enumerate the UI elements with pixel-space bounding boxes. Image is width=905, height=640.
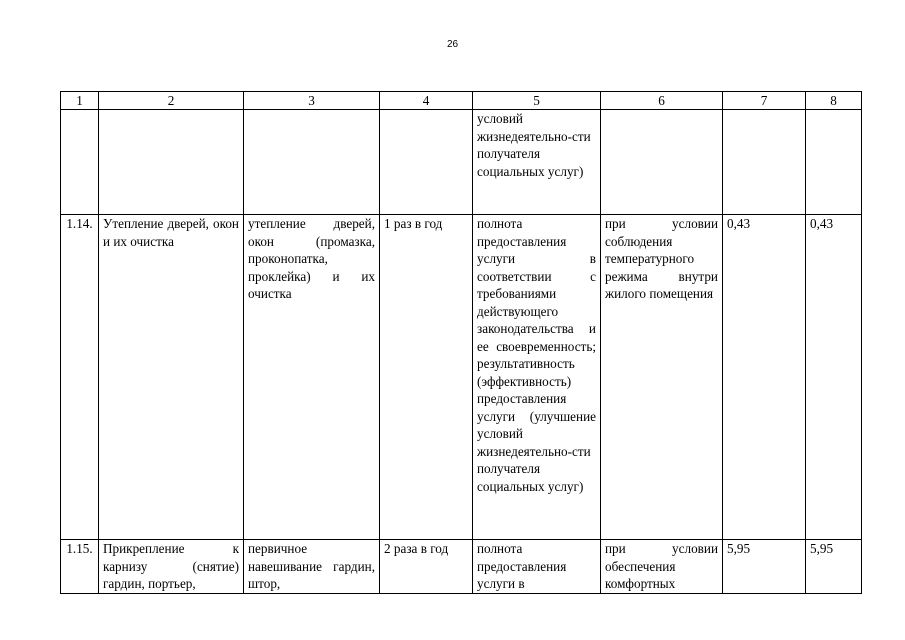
table-row: [61, 215, 862, 540]
conditions-cell: при условии соблюдения температурного режима внутри жилого помещения: [601, 215, 723, 540]
criteria-cell: полнота предоставления услуги в соответствии с требованиями действующего законодательства и ее своевременность; результативность (эффективность) предоставления услуги (улучшение условий жизнедеятельно-сти получателя социальных услуг): [473, 215, 601, 540]
criteria-cell: полнота предоставления услуги в: [473, 540, 601, 594]
services-table: [60, 91, 862, 594]
value-col7-cell: 5,95: [723, 540, 806, 594]
table-row: [61, 110, 862, 215]
criteria-cell: условий жизнедеятельно-сти получателя социальных услуг): [473, 110, 601, 215]
frequency-cell: 2 раза в год: [380, 540, 473, 594]
value-col7-cell: 0,43: [723, 215, 806, 540]
service-content-cell: [244, 110, 380, 215]
header-cell: 7: [723, 92, 806, 110]
value-col8-cell: 5,95: [806, 540, 862, 594]
service-name-cell: Утепление дверей, окон и их очистка: [99, 215, 244, 540]
header-cell: 1: [61, 92, 99, 110]
header-cell: 6: [601, 92, 723, 110]
row-number-cell: 1.14.: [61, 215, 99, 540]
table-row: [61, 540, 862, 594]
header-cell: 8: [806, 92, 862, 110]
frequency-cell: 1 раз в год: [380, 215, 473, 540]
value-col8-cell: 0,43: [806, 215, 862, 540]
conditions-cell: при условии обеспечения комфортных: [601, 540, 723, 594]
row-number-cell: 1.15.: [61, 540, 99, 594]
header-cell: 5: [473, 92, 601, 110]
table-header-row: [61, 92, 862, 110]
value-col7-cell: [723, 110, 806, 215]
conditions-cell: [601, 110, 723, 215]
header-cell: 3: [244, 92, 380, 110]
service-name-cell: [99, 110, 244, 215]
page-number: 26: [446, 39, 459, 50]
service-content-cell: утепление дверей, окон (промазка, проконопатка, проклейка) и их очистка: [244, 215, 380, 540]
value-col8-cell: [806, 110, 862, 215]
header-cell: 2: [99, 92, 244, 110]
header-cell: 4: [380, 92, 473, 110]
service-name-cell: Прикрепление к карнизу (снятие) гардин, портьер,: [99, 540, 244, 594]
frequency-cell: [380, 110, 473, 215]
row-number-cell: [61, 110, 99, 215]
service-content-cell: первичное навешивание гардин, штор,: [244, 540, 380, 594]
